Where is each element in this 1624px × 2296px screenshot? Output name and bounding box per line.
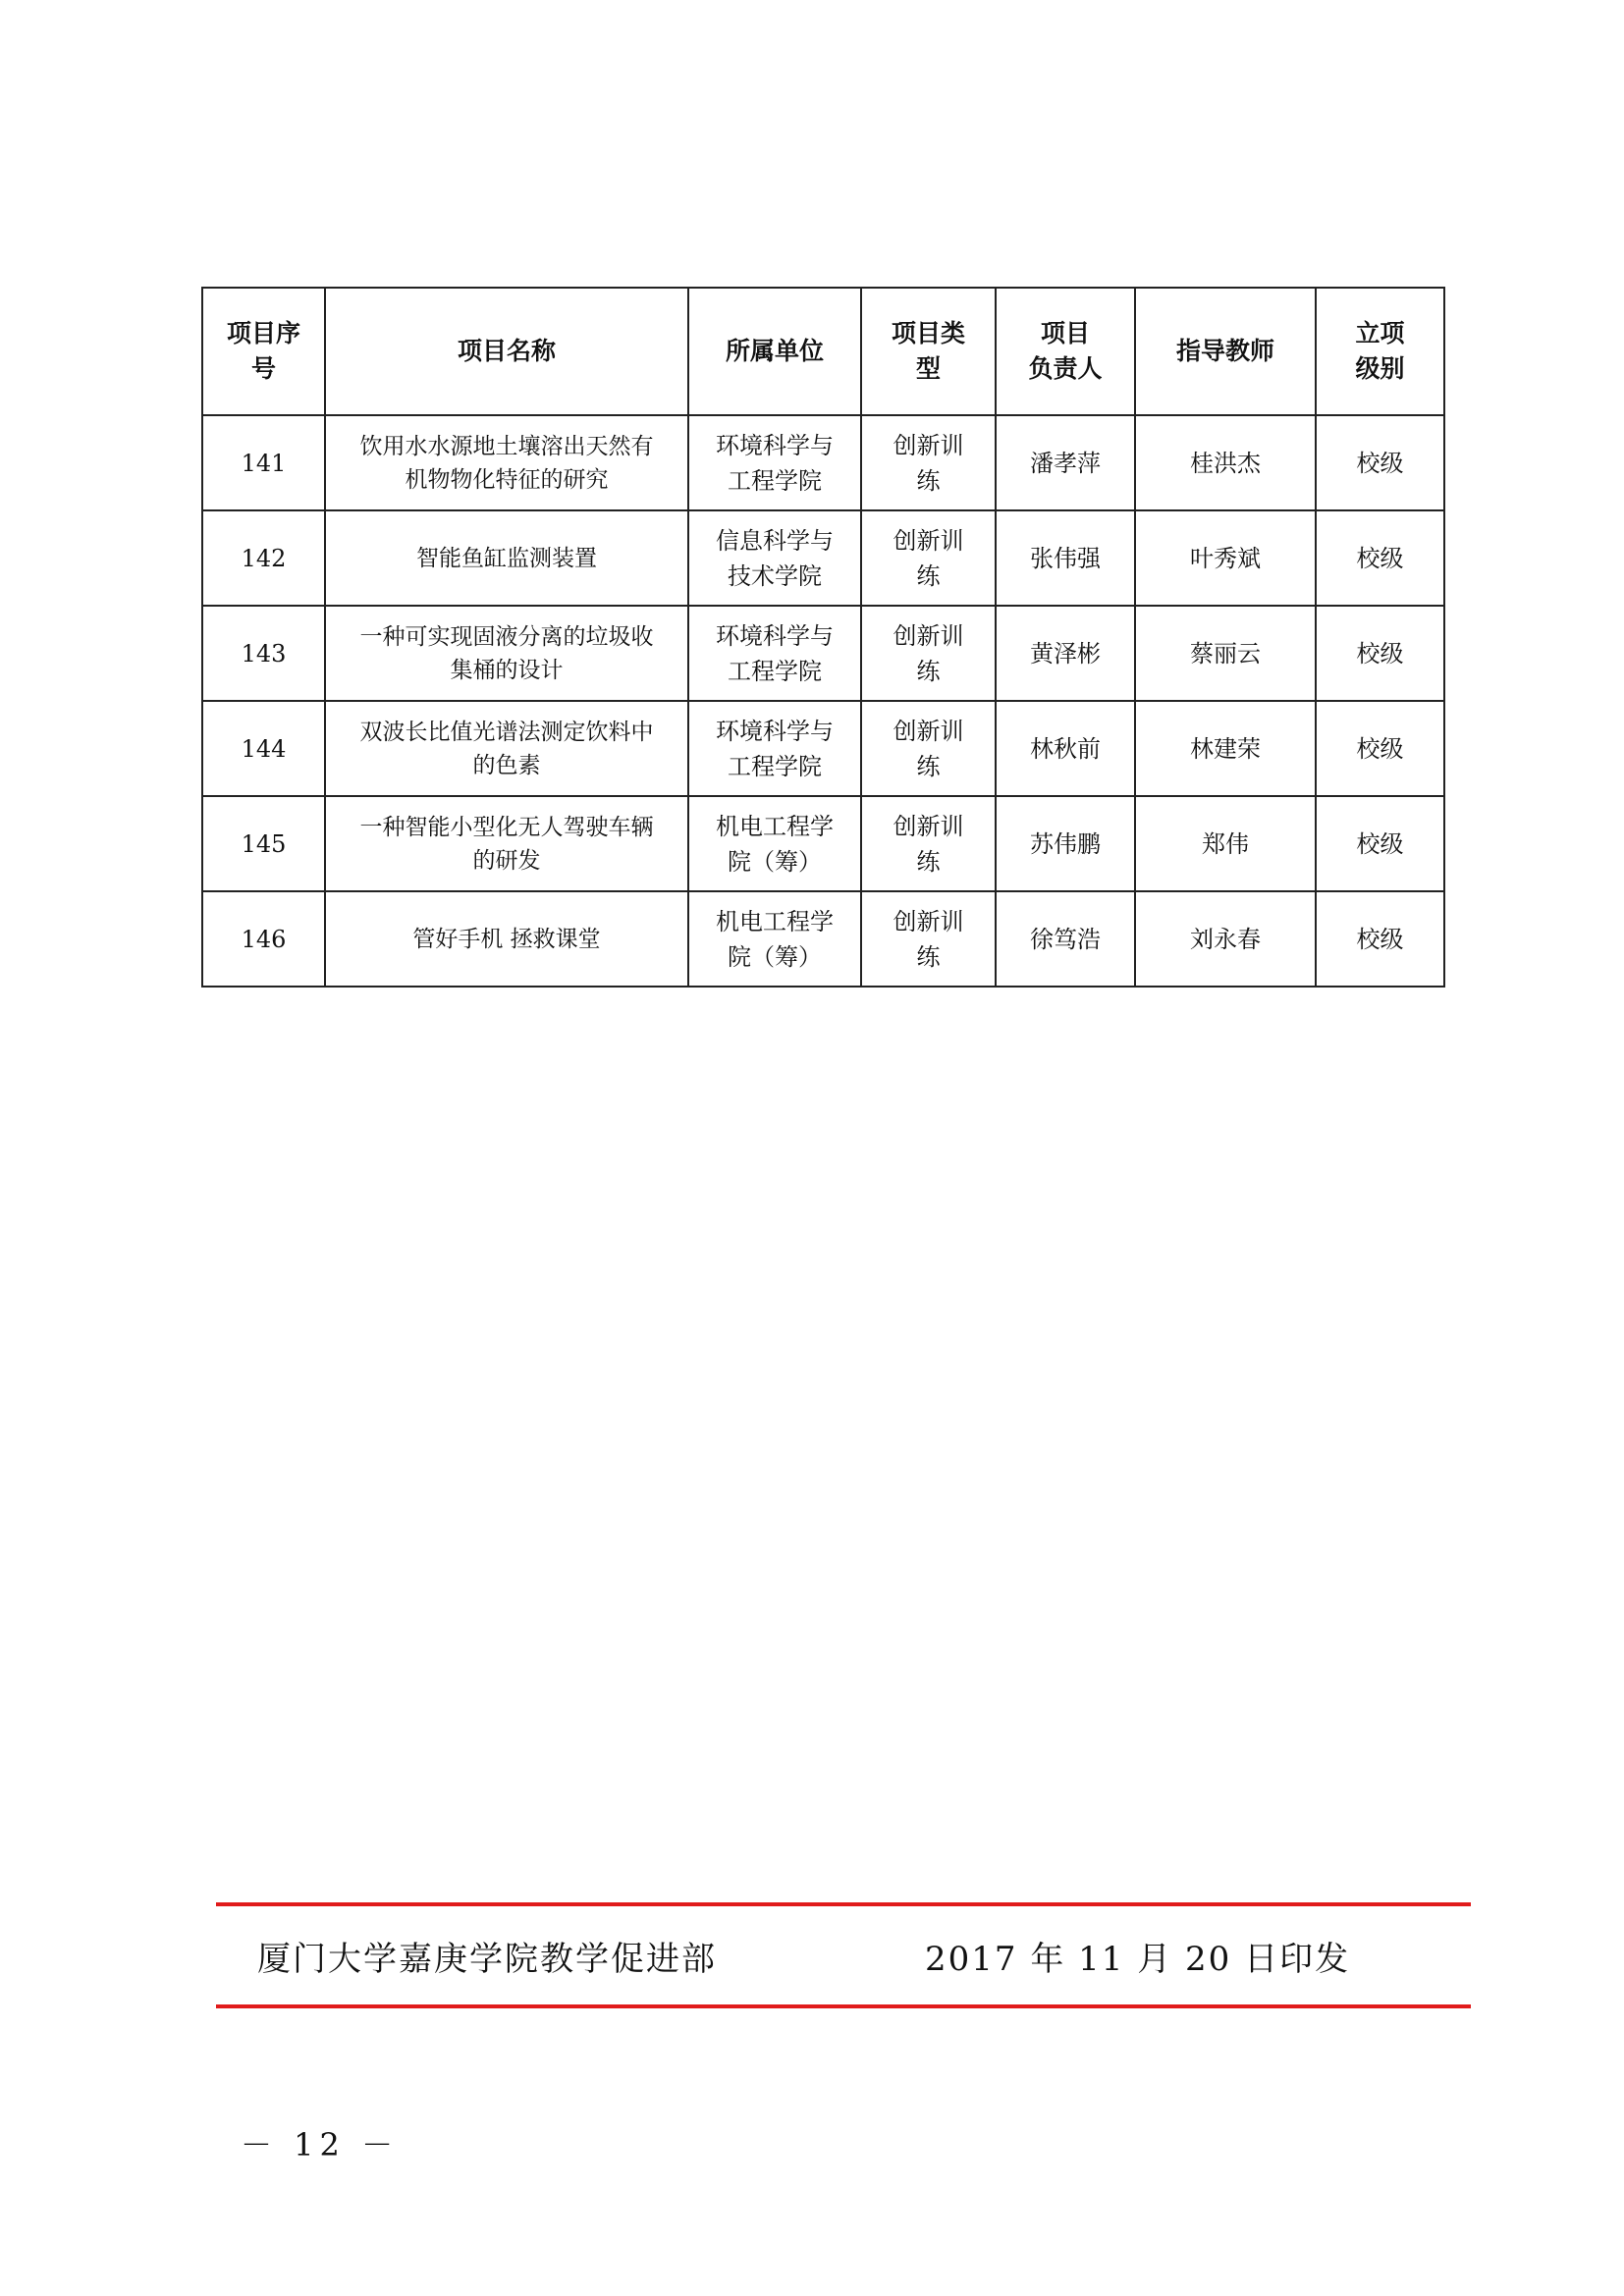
header-project-number: 项目序 号 [202, 288, 325, 415]
cell-level: 校级 [1316, 510, 1444, 606]
header-project-name: 项目名称 [325, 288, 688, 415]
cell-advisor: 林建荣 [1135, 701, 1316, 796]
cell-advisor: 蔡丽云 [1135, 606, 1316, 701]
cell-leader: 徐笃浩 [996, 891, 1135, 987]
cell-level: 校级 [1316, 701, 1444, 796]
cell-number: 142 [202, 510, 325, 606]
header-project-type: 项目类 型 [861, 288, 996, 415]
cell-advisor: 郑伟 [1135, 796, 1316, 891]
cell-type: 创新训 练 [861, 701, 996, 796]
cell-leader: 林秋前 [996, 701, 1135, 796]
cell-leader: 潘孝萍 [996, 415, 1135, 510]
table-row [202, 891, 1444, 987]
cell-type: 创新训 练 [861, 606, 996, 701]
header-project-leader: 项目 负责人 [996, 288, 1135, 415]
cell-project-name: 一种可实现固液分离的垃圾收 集桶的设计 [325, 606, 688, 701]
cell-type: 创新训 练 [861, 415, 996, 510]
cell-number: 141 [202, 415, 325, 510]
cell-project-name: 一种智能小型化无人驾驶车辆 的研发 [325, 796, 688, 891]
header-department: 所属单位 [688, 288, 861, 415]
cell-project-name: 双波长比值光谱法测定饮料中 的色素 [325, 701, 688, 796]
issuer-name: 厦门大学嘉庚学院教学促进部 [257, 1940, 717, 1979]
cell-advisor: 桂洪杰 [1135, 415, 1316, 510]
cell-type: 创新训 练 [861, 510, 996, 606]
project-table [201, 287, 1445, 988]
table-row [202, 510, 1444, 606]
cell-leader: 张伟强 [996, 510, 1135, 606]
table-row [202, 796, 1444, 891]
cell-leader: 苏伟鹏 [996, 796, 1135, 891]
header-advisor: 指导教师 [1135, 288, 1316, 415]
cell-number: 146 [202, 891, 325, 987]
cell-type: 创新训 练 [861, 796, 996, 891]
cell-advisor: 叶秀斌 [1135, 510, 1316, 606]
table-row [202, 606, 1444, 701]
cell-type: 创新训 练 [861, 891, 996, 987]
page-number: － 12 － [241, 2126, 400, 2163]
cell-number: 143 [202, 606, 325, 701]
cell-department: 环境科学与 工程学院 [688, 415, 861, 510]
cell-level: 校级 [1316, 891, 1444, 987]
cell-department: 信息科学与 技术学院 [688, 510, 861, 606]
table-header-row [202, 288, 1444, 415]
issue-date: 2017 年 11 月 20 日印发 [925, 1940, 1351, 1979]
table-row [202, 701, 1444, 796]
cell-department: 环境科学与 工程学院 [688, 701, 861, 796]
table-row [202, 415, 1444, 510]
cell-level: 校级 [1316, 415, 1444, 510]
cell-level: 校级 [1316, 796, 1444, 891]
cell-department: 机电工程学 院（筹） [688, 891, 861, 987]
header-level: 立项 级别 [1316, 288, 1444, 415]
cell-advisor: 刘永春 [1135, 891, 1316, 987]
cell-project-name: 智能鱼缸监测装置 [325, 510, 688, 606]
cell-level: 校级 [1316, 606, 1444, 701]
cell-department: 环境科学与 工程学院 [688, 606, 861, 701]
cell-leader: 黄泽彬 [996, 606, 1135, 701]
cell-project-name: 饮用水水源地土壤溶出天然有 机物物化特征的研究 [325, 415, 688, 510]
footer-top-rule [216, 1902, 1471, 1906]
footer-bottom-rule [216, 2004, 1471, 2008]
cell-number: 144 [202, 701, 325, 796]
cell-number: 145 [202, 796, 325, 891]
cell-department: 机电工程学 院（筹） [688, 796, 861, 891]
cell-project-name: 管好手机 拯救课堂 [325, 891, 688, 987]
